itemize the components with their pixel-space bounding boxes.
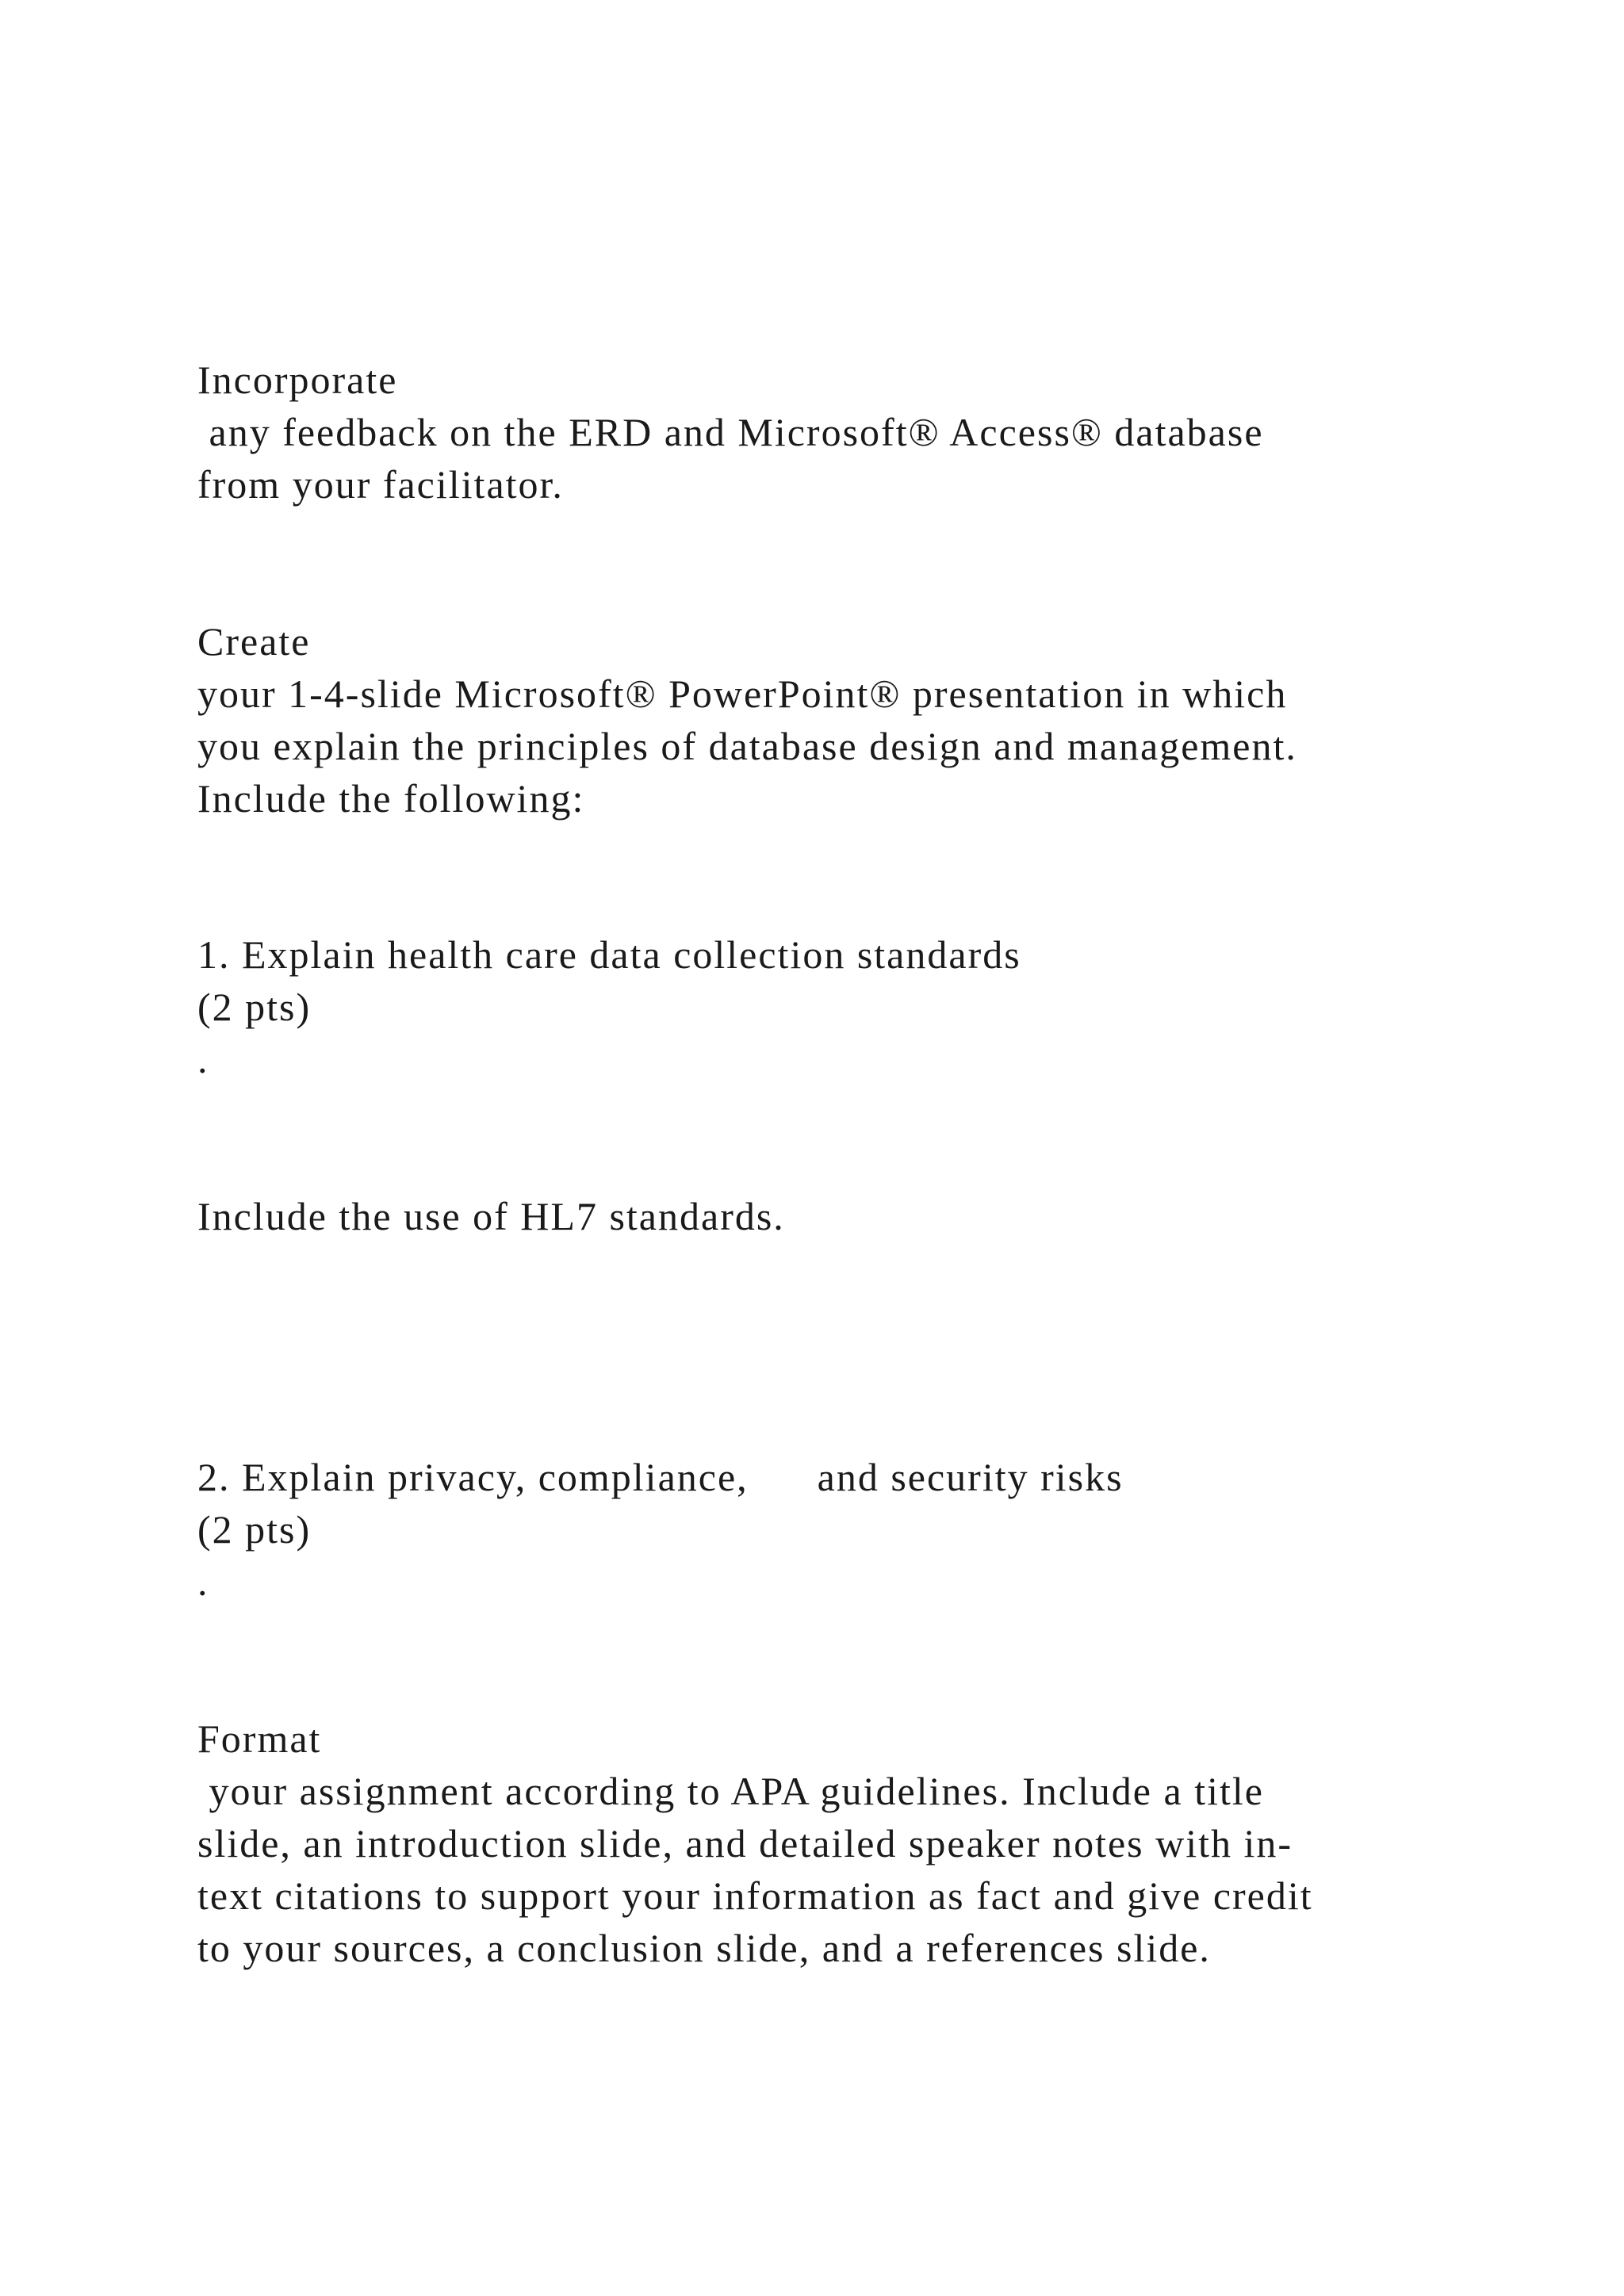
text-line: text citations to support your information as fact and give credit — [197, 1873, 1313, 1918]
text-line: . — [197, 1037, 209, 1081]
text-line: . — [197, 1559, 209, 1604]
text-line: 2. Explain privacy, compliance, and security risks — [197, 1455, 1124, 1499]
text-line: your assignment according to APA guidelines. Include a title — [197, 1769, 1264, 1813]
text-line: any feedback on the ERD and Microsoft® Access® database — [197, 410, 1264, 454]
text-line: your 1-4-slide Microsoft® PowerPoint® presentation in which — [197, 672, 1288, 716]
text-line: Format — [197, 1716, 322, 1761]
text-line: Include the following: — [197, 776, 585, 821]
text-line: Incorporate — [197, 358, 398, 402]
text-line: (2 pts) — [197, 1507, 312, 1552]
text-line: you explain the principles of database design and management. — [197, 724, 1297, 768]
text-line: Create — [197, 619, 311, 664]
text-line: 1. Explain health care data collection standards — [197, 932, 1021, 977]
text-line: to your sources, a conclusion slide, and a references slide. — [197, 1926, 1211, 1970]
text-line: slide, an introduction slide, and detailed speaker notes with in- — [197, 1821, 1293, 1866]
text-line: from your facilitator. — [197, 462, 564, 507]
text-line: (2 pts) — [197, 985, 312, 1029]
text-line: Include the use of HL7 standards. — [197, 1194, 785, 1238]
